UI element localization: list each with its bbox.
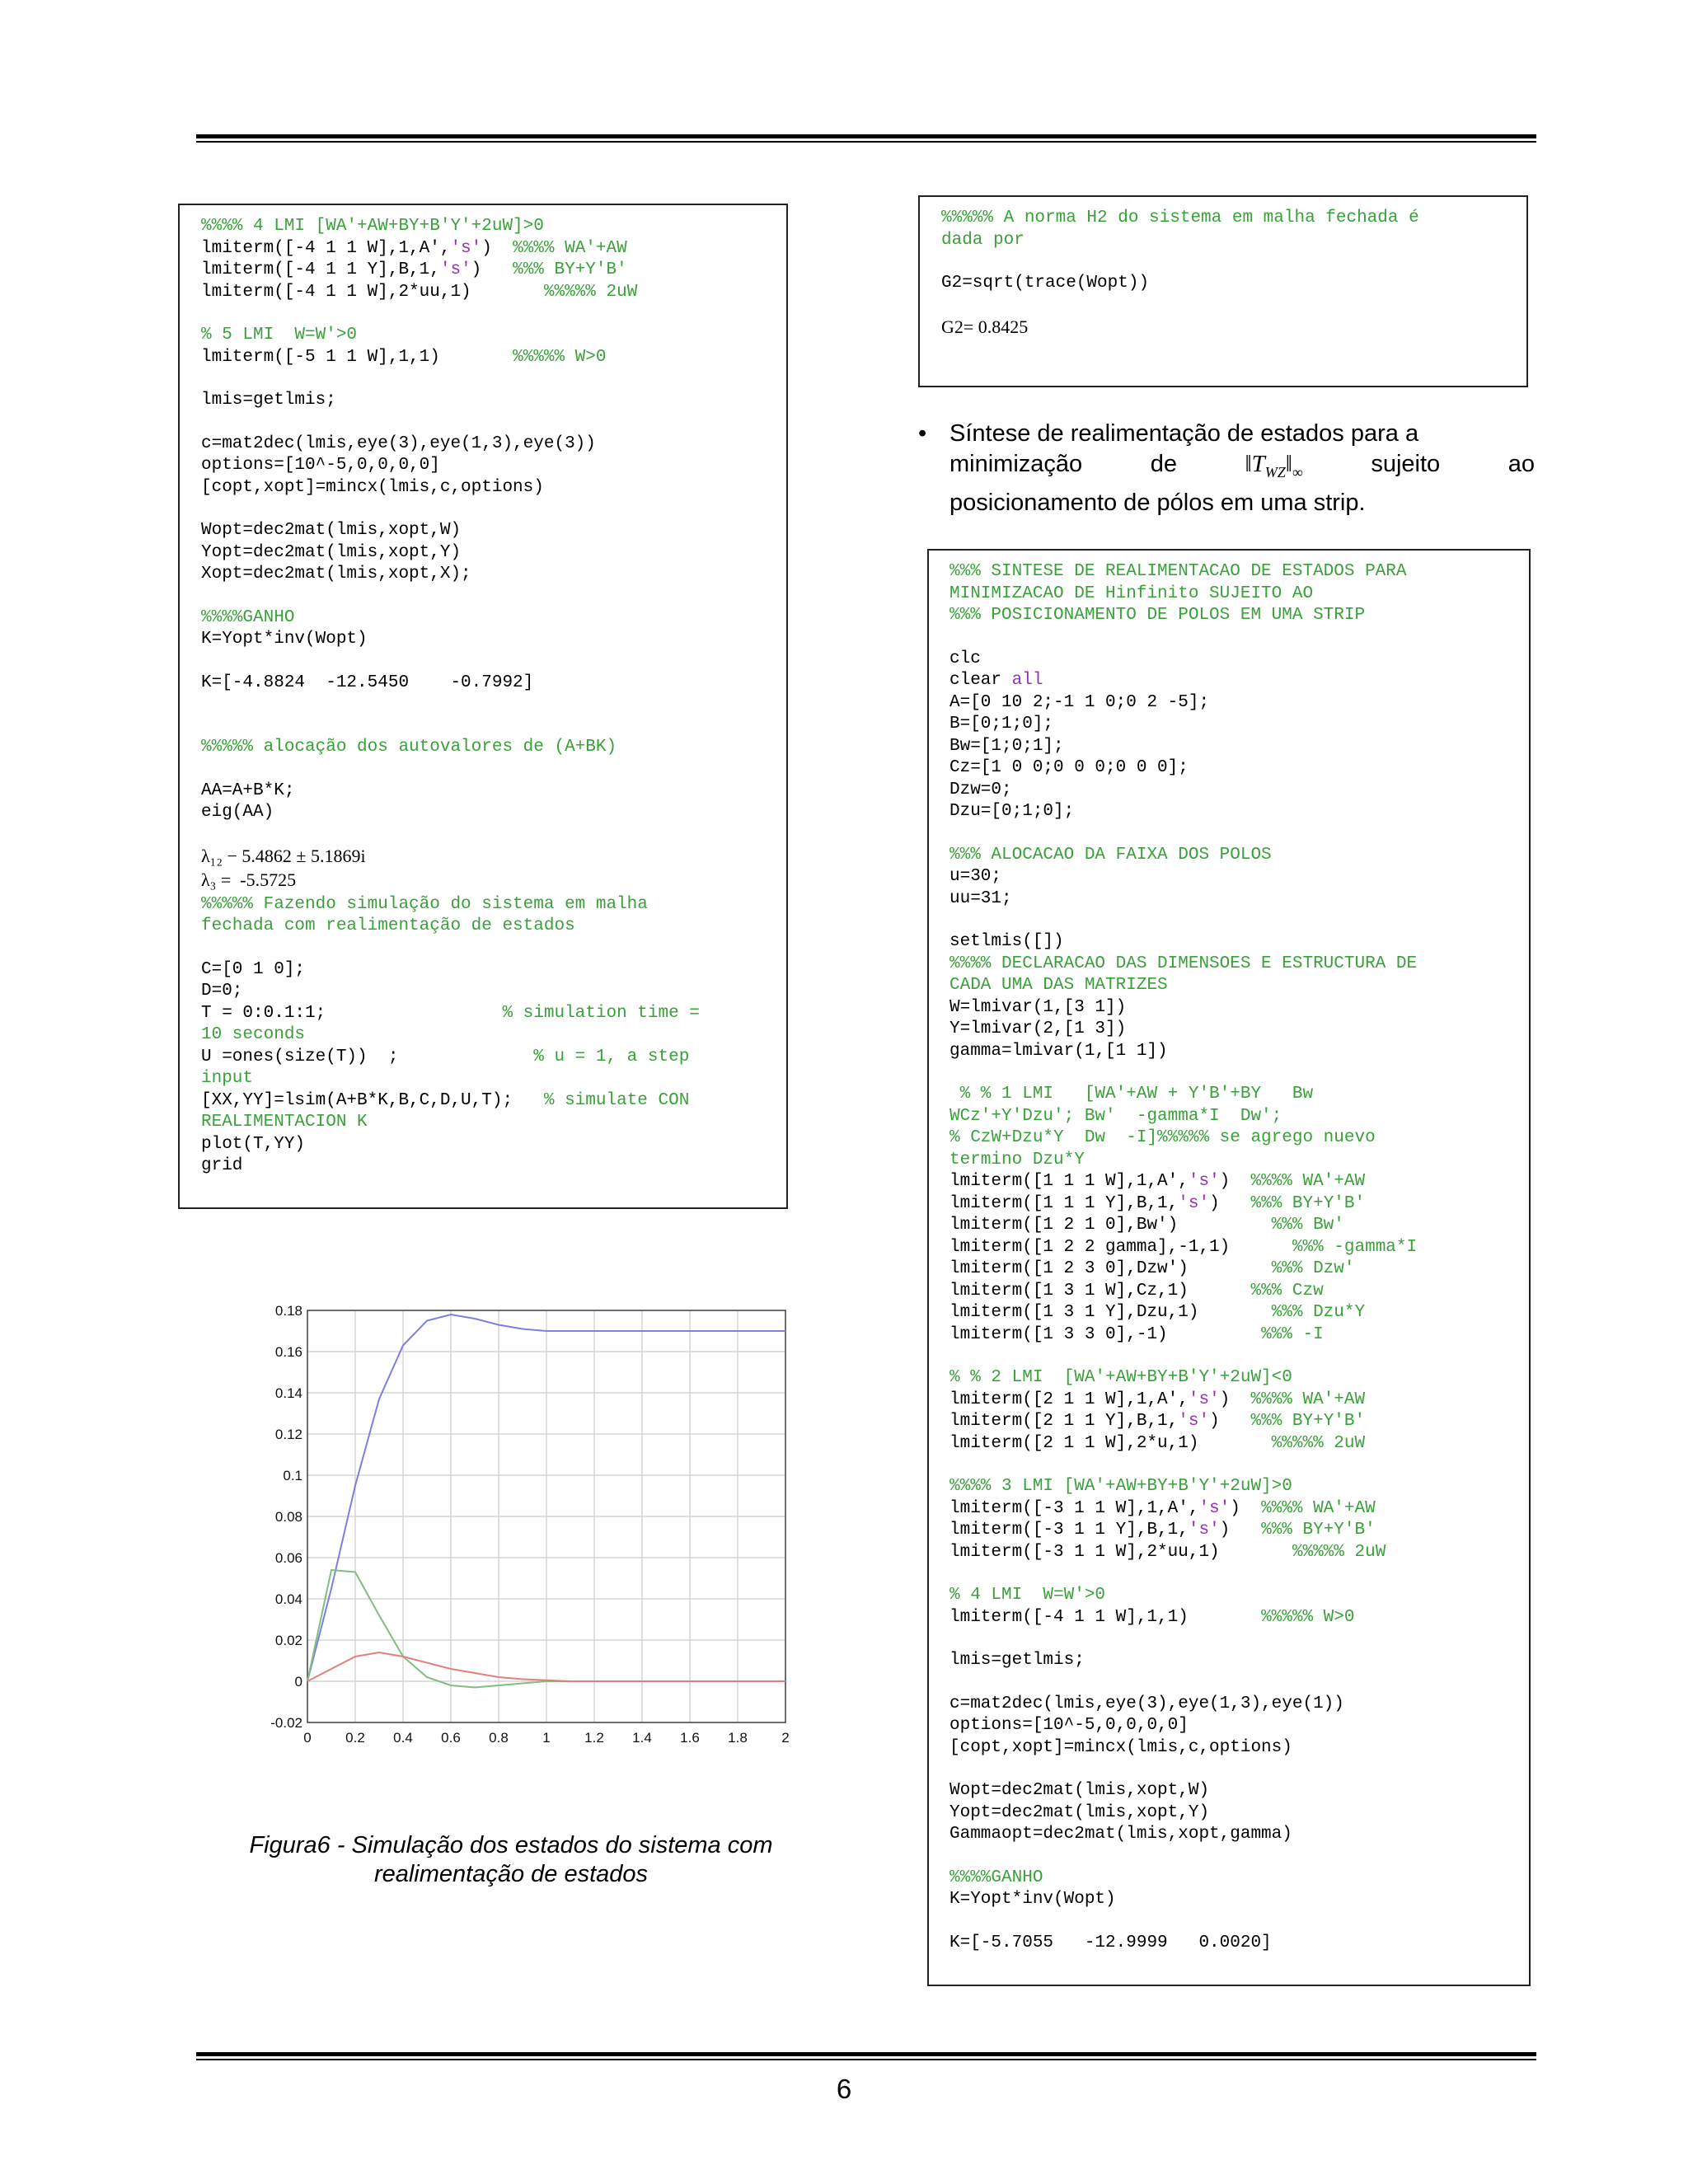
code-comment: %%% BY+Y'B' <box>513 260 627 279</box>
code-text: lmiterm([2 1 1 W],2*u,1) <box>950 1433 1272 1453</box>
code-line <box>950 1737 1529 1760</box>
code-line <box>950 888 1529 911</box>
bullet-line-3: posicionamento de pólos em uma strip. <box>950 489 1366 516</box>
code-line <box>950 1933 1529 1955</box>
code-blank-line <box>201 759 786 780</box>
code-comment: input <box>201 1069 254 1088</box>
code-text: Y=lmivar(2,[1 3]) <box>950 1019 1127 1038</box>
code-text: lmiterm([-4 1 1 W],2*uu,1) <box>201 282 544 302</box>
code-text: plot(T,YY) <box>201 1134 306 1154</box>
code-line <box>201 542 786 565</box>
code-comment: %%% -gamma*I <box>1292 1237 1418 1257</box>
code-line <box>201 802 786 824</box>
code-line <box>950 1889 1529 1911</box>
code-text: lmiterm([1 2 1 0],Bw') <box>950 1216 1272 1235</box>
code-line <box>950 1650 1529 1672</box>
code-comment: %%%%GANHO <box>201 607 295 627</box>
code-text: Wopt=dec2mat(lmis,xopt,W) <box>201 521 462 540</box>
code-text: uu=31; <box>950 888 1012 908</box>
code-text: [copt,xopt]=mincx(lmis,c,options) <box>950 1737 1292 1757</box>
code-blank-line <box>950 1346 1529 1367</box>
caption-line-1: Figura6 - Simulação dos estados do sistema com <box>249 1832 773 1858</box>
y-tick-label: 0 <box>294 1674 302 1690</box>
code-text: clc <box>950 649 981 668</box>
code-line <box>950 1237 1529 1259</box>
code-text: AA=A+B*K; <box>201 780 295 800</box>
code-line <box>950 1476 1529 1498</box>
code-blank-line <box>201 368 786 390</box>
code-comment: % 5 LMI W=W'>0 <box>201 326 358 344</box>
code-line <box>950 1715 1529 1737</box>
code-comment: %%% -I <box>1261 1324 1324 1344</box>
code-line <box>201 1068 786 1090</box>
code-comment: %%% POSICIONAMENTO DE POLOS EM UMA STRIP <box>950 606 1366 625</box>
code-line <box>941 316 1526 341</box>
code-comment: %%% BY+Y'B' <box>1250 1193 1366 1213</box>
code-line <box>950 583 1529 606</box>
y-tick-label: 0.1 <box>283 1468 302 1483</box>
bullet-dot: • <box>918 420 927 447</box>
h2-norm-box <box>918 195 1528 387</box>
code-line <box>201 894 786 916</box>
x-tick-label: 0 <box>303 1730 312 1746</box>
code-text: u=30; <box>950 867 1002 886</box>
code-string: 's' <box>1198 1498 1231 1518</box>
code-text: ) <box>1209 1412 1251 1431</box>
code-blank-line <box>201 938 786 959</box>
code-line <box>201 325 786 347</box>
x-tick-label: 1.8 <box>728 1730 748 1746</box>
code-blank-line <box>201 824 786 846</box>
code-text: B=[0;1;0]; <box>950 715 1054 733</box>
code-text: c=mat2dec(lmis,eye(3),eye(1,3),eye(1)) <box>950 1694 1344 1713</box>
code-line <box>950 692 1529 715</box>
code-comment: %%%%% 2uW <box>543 282 638 302</box>
x-tick-label: 1.6 <box>680 1730 700 1746</box>
code-blank-line <box>950 823 1529 845</box>
code-comment: %%%% DECLARACAO DAS DIMENSOES E ESTRUCTURA DE <box>950 954 1418 973</box>
code-text: [copt,xopt]=mincx(lmis,c,options) <box>201 477 544 497</box>
bullet-line-2 <box>950 449 1535 488</box>
code-line <box>950 1041 1529 1063</box>
code-text: Dzu=[0;1;0]; <box>950 802 1075 821</box>
code-blank-line <box>941 251 1526 273</box>
code-line <box>950 1585 1529 1607</box>
code-text: ) <box>481 238 513 258</box>
code-line <box>201 737 786 759</box>
code-text: options=[10^-5,0,0,0,0] <box>950 1716 1189 1735</box>
code-text: U =ones(size(T)) ; <box>201 1047 534 1066</box>
y-tick-label: 0.08 <box>274 1509 302 1525</box>
code-comment: %%%% 4 LMI [WA'+AW+BY+B'Y'+2uW]>0 <box>201 217 544 236</box>
state-simulation-chart <box>247 1294 808 1755</box>
code-line <box>201 477 786 499</box>
x-tick-label: 0.6 <box>441 1730 461 1746</box>
code-text: K=[-4.8824 -12.5450 -0.7992] <box>201 673 534 692</box>
code-line <box>950 1367 1529 1390</box>
code-line <box>201 434 786 456</box>
code-line <box>201 1024 786 1047</box>
code-text: ) <box>1230 1498 1262 1518</box>
code-comment: %%%%% 2uW <box>1292 1542 1386 1562</box>
code-line <box>201 607 786 630</box>
code-line <box>950 1390 1529 1412</box>
code-line <box>950 1127 1529 1150</box>
code-comment: % % 1 LMI [WA'+AW + Y'B'+BY Bw <box>950 1085 1314 1104</box>
code-line <box>941 273 1526 295</box>
code-line <box>201 869 786 894</box>
code-line <box>950 1084 1529 1106</box>
code-line <box>201 260 786 282</box>
code-text: eig(AA) <box>201 803 274 822</box>
code-string: 's' <box>1178 1412 1210 1431</box>
code-string: all <box>1011 671 1043 690</box>
code-text: lmiterm([-4 1 1 W],1,A', <box>201 238 451 258</box>
code-text: T = 0:0.1:1; <box>201 1003 503 1023</box>
y-tick-label: 0.02 <box>274 1633 302 1648</box>
code-text: K=Yopt*inv(Wopt) <box>950 1890 1116 1909</box>
code-blank-line <box>950 627 1529 649</box>
code-comment: %%% BY+Y'B' <box>1261 1521 1376 1540</box>
code-line <box>201 1112 786 1134</box>
code-line <box>950 670 1529 692</box>
code-text: lmiterm([-5 1 1 W],1,1) <box>201 347 513 367</box>
code-text: options=[10^-5,0,0,0,0] <box>201 456 440 475</box>
code-blank-line <box>201 651 786 673</box>
code-line <box>950 1171 1529 1193</box>
code-comment: fechada com realimentação de estados <box>201 916 575 935</box>
code-line <box>950 1607 1529 1629</box>
code-text: D=0; <box>201 982 243 1001</box>
bullet-line-1: Síntese de realimentação de estados para a <box>950 420 1419 447</box>
code-line <box>941 208 1526 230</box>
code-line <box>201 1134 786 1156</box>
code-text: Gammaopt=dec2mat(lmis,xopt,gamma) <box>950 1825 1292 1844</box>
code-line <box>950 605 1529 627</box>
code-line <box>950 1193 1529 1216</box>
code-text: ) <box>1219 1521 1262 1540</box>
code-text: K=[-5.7055 -12.9999 0.0020] <box>950 1933 1272 1952</box>
code-comment: %%% ALOCACAO DA FAIXA DOS POLOS <box>950 845 1272 865</box>
code-comment: %%%%% Fazendo simulação do sistema em malha <box>201 894 648 914</box>
code-line <box>950 1824 1529 1846</box>
code-text: lmiterm([-3 1 1 Y],B,1, <box>950 1521 1189 1540</box>
code-line <box>950 975 1529 997</box>
code-comment: % simulate CON <box>543 1090 690 1110</box>
code-string: 's' <box>1178 1193 1210 1213</box>
y-tick-label: -0.02 <box>270 1715 302 1731</box>
code-comment: %%% Dzu*Y <box>1271 1303 1366 1322</box>
code-text: λ₁₂ − 5.4862 ± 5.1869i <box>201 845 366 866</box>
code-line <box>201 1047 786 1069</box>
y-tick-label: 0.14 <box>274 1385 302 1401</box>
code-line <box>201 846 786 870</box>
bottom-rule <box>196 2052 1536 2056</box>
code-line <box>201 981 786 1003</box>
code-comment: % CzW+Dzu*Y Dw -I]%%%%% se agrego nuevo <box>950 1128 1376 1147</box>
y-tick-label: 0.04 <box>274 1591 302 1607</box>
code-line <box>201 673 786 695</box>
code-text: ) <box>1219 1390 1251 1409</box>
code-line <box>201 520 786 542</box>
code-text: lmiterm([2 1 1 Y],B,1, <box>950 1412 1179 1431</box>
code-comment: 10 seconds <box>201 1025 306 1044</box>
code-text: Wopt=dec2mat(lmis,xopt,W) <box>950 1781 1210 1800</box>
y-tick-label: 0.12 <box>274 1427 302 1442</box>
code-comment: % u = 1, a step <box>533 1047 690 1066</box>
top-rule-thin <box>196 141 1536 143</box>
page-number: 6 <box>836 2074 852 2104</box>
code-comment: %%%%% W>0 <box>513 347 607 367</box>
code-line <box>201 1090 786 1113</box>
code-blank-line <box>201 303 786 325</box>
code-line <box>950 1215 1529 1237</box>
code-line <box>201 564 786 586</box>
code-blank-line <box>950 1672 1529 1694</box>
code-text: lmiterm([-4 1 1 Y],B,1, <box>201 260 440 279</box>
figure-caption <box>206 1831 816 1889</box>
code-line <box>950 1694 1529 1716</box>
code-blank-line <box>201 412 786 434</box>
code-line <box>950 1498 1529 1521</box>
bullet-norm: $‖T_{WZ}‖_\infty$ <box>1245 451 1303 480</box>
code-text: ) <box>1219 1172 1251 1191</box>
code-blank-line <box>950 1629 1529 1650</box>
code-blank-line <box>201 499 786 520</box>
code-text: K=Yopt*inv(Wopt) <box>201 630 368 649</box>
code-text: A=[0 10 2;-1 1 0;0 2 -5]; <box>950 692 1210 712</box>
code-blank-line <box>950 1846 1529 1868</box>
code-comment: %%%% WA'+AW <box>1261 1498 1376 1518</box>
code-comment: %%% Bw' <box>1271 1216 1344 1235</box>
code-text: G2= 0.8425 <box>941 316 1029 337</box>
code-text: Xopt=dec2mat(lmis,xopt,X); <box>201 565 471 583</box>
code-text: lmiterm([-3 1 1 W],1,A', <box>950 1498 1199 1518</box>
code-line <box>201 282 786 304</box>
code-text: Cz=[1 0 0;0 0 0;0 0 0]; <box>950 758 1189 777</box>
code-text: lmiterm([1 3 1 W],Cz,1) <box>950 1281 1251 1301</box>
code-comment: REALIMENTACION K <box>201 1113 368 1132</box>
code-line <box>941 230 1526 252</box>
code-text: lmiterm([1 3 1 Y],Dzu,1) <box>950 1303 1272 1322</box>
code-text: C=[0 1 0]; <box>201 959 306 979</box>
code-line <box>201 216 786 238</box>
code-line <box>950 931 1529 954</box>
code-text: gamma=lmivar(1,[1 1]) <box>950 1041 1168 1061</box>
bullet-word-ao: ao <box>1507 451 1535 477</box>
code-text: setlmis([]) <box>950 932 1064 951</box>
code-string: 's' <box>1188 1521 1220 1540</box>
x-tick-label: 1.2 <box>584 1730 604 1746</box>
bottom-rule-thin <box>196 2059 1536 2060</box>
code-line <box>950 1780 1529 1802</box>
code-line <box>950 1520 1529 1542</box>
code-string: 's' <box>1188 1390 1220 1409</box>
x-tick-label: 1.4 <box>632 1730 652 1746</box>
bullet-word-minimizacao: minimização <box>950 451 1083 477</box>
code-line <box>950 845 1529 867</box>
code-blank-line <box>201 694 786 715</box>
code-line <box>950 997 1529 1019</box>
code-comment: % % 2 LMI [WA'+AW+BY+B'Y'+2uW]<0 <box>950 1368 1292 1387</box>
x-tick-label: 0.2 <box>345 1730 365 1746</box>
code-comment: %%%%% A norma H2 do sistema em malha fechada é <box>941 209 1419 227</box>
code-text: λ₃ = -5.5725 <box>201 869 297 890</box>
code-text: lmis=getlmis; <box>950 1651 1085 1670</box>
code-line <box>201 1003 786 1025</box>
code-line <box>950 801 1529 823</box>
code-comment: CADA UMA DAS MATRIZES <box>950 976 1168 995</box>
code-comment: % simulation time = <box>502 1003 700 1023</box>
bullet-word-sujeito: sujeito <box>1371 451 1441 477</box>
code-line <box>201 455 786 477</box>
code-line <box>201 390 786 412</box>
left-code-listing <box>201 216 786 1178</box>
code-comment: %%% Czw <box>1250 1281 1324 1301</box>
x-tick-label: 0.4 <box>393 1730 413 1746</box>
x-tick-label: 0.8 <box>489 1730 509 1746</box>
code-line <box>201 959 786 982</box>
y-tick-label: 0.18 <box>274 1303 302 1319</box>
code-string: 's' <box>450 238 482 258</box>
code-text: lmiterm([-4 1 1 W],1,1) <box>950 1607 1262 1627</box>
caption-line-2: realimentação de estados <box>373 1861 649 1887</box>
code-text: lmiterm([2 1 1 W],1,A', <box>950 1390 1189 1409</box>
code-line <box>201 916 786 938</box>
right-code-listing <box>950 561 1529 1954</box>
code-text: ) <box>1209 1193 1251 1213</box>
code-line <box>950 1542 1529 1564</box>
code-comment: WCz'+Y'Dzu'; Bw' -gamma*I Dw'; <box>950 1106 1282 1126</box>
code-line <box>950 1411 1529 1433</box>
code-comment: %%%%% alocação dos autovalores de (A+BK) <box>201 738 617 757</box>
code-text: lmiterm([1 2 2 gamma],-1,1) <box>950 1237 1292 1257</box>
h2-norm-listing <box>941 208 1526 340</box>
code-comment: %%%% WA'+AW <box>513 238 627 258</box>
code-line <box>950 866 1529 888</box>
code-line <box>950 780 1529 802</box>
code-line <box>950 1802 1529 1825</box>
code-text: lmiterm([1 1 1 W],1,A', <box>950 1172 1189 1191</box>
code-blank-line <box>201 715 786 737</box>
code-text: clear <box>950 671 1012 690</box>
code-comment: %%%% WA'+AW <box>1250 1390 1366 1409</box>
code-blank-line <box>950 1911 1529 1933</box>
code-text: Yopt=dec2mat(lmis,xopt,Y) <box>201 542 462 562</box>
code-line <box>201 629 786 651</box>
code-string: 's' <box>1188 1172 1220 1191</box>
code-line <box>950 1106 1529 1128</box>
code-text: lmiterm([1 1 1 Y],B,1, <box>950 1193 1179 1213</box>
code-line <box>950 1258 1529 1281</box>
code-comment: %%%%GANHO <box>950 1868 1043 1887</box>
code-line <box>201 347 786 369</box>
x-tick-label: 1 <box>542 1730 551 1746</box>
code-text: W=lmivar(1,[3 1]) <box>950 997 1127 1017</box>
code-text: Yopt=dec2mat(lmis,xopt,Y) <box>950 1802 1210 1822</box>
code-blank-line <box>950 1759 1529 1780</box>
code-text: Bw=[1;0;1]; <box>950 736 1064 756</box>
code-text: Dzw=0; <box>950 780 1012 799</box>
code-text: lmiterm([1 2 3 0],Dzw') <box>950 1259 1272 1278</box>
code-blank-line <box>950 1563 1529 1585</box>
code-line <box>950 736 1529 758</box>
code-comment: %%%%% 2uW <box>1271 1433 1366 1453</box>
code-line <box>950 1868 1529 1890</box>
code-text: G2=sqrt(trace(Wopt)) <box>941 274 1150 293</box>
code-text: lmiterm([1 3 3 0],-1) <box>950 1324 1262 1344</box>
code-text: c=mat2dec(lmis,eye(3),eye(1,3),eye(3)) <box>201 434 596 453</box>
code-line <box>950 1019 1529 1041</box>
code-line <box>950 714 1529 736</box>
code-line <box>201 1155 786 1178</box>
code-blank-line <box>201 586 786 607</box>
left-code-box <box>178 204 788 1209</box>
code-line <box>201 238 786 260</box>
right-code-box <box>927 549 1531 1986</box>
code-blank-line <box>950 910 1529 931</box>
code-blank-line <box>950 1455 1529 1476</box>
code-text: lmis=getlmis; <box>201 391 336 410</box>
code-comment: % 4 LMI W=W'>0 <box>950 1586 1106 1605</box>
y-tick-label: 0.06 <box>274 1550 302 1566</box>
code-line <box>950 1433 1529 1455</box>
code-line <box>950 1150 1529 1172</box>
x-tick-label: 2 <box>781 1730 790 1746</box>
y-tick-label: 0.16 <box>274 1344 302 1360</box>
code-comment: dada por <box>941 230 1025 250</box>
code-line <box>201 780 786 803</box>
code-blank-line <box>950 1062 1529 1084</box>
code-text: ) <box>471 260 513 279</box>
code-comment: MINIMIZACAO DE Hinfinito SUJEITO AO <box>950 583 1314 603</box>
code-comment: %%%%% W>0 <box>1261 1607 1355 1627</box>
code-comment: %%%% 3 LMI [WA'+AW+BY+B'Y'+2uW]>0 <box>950 1477 1292 1496</box>
code-comment: %%%% WA'+AW <box>1250 1172 1366 1191</box>
code-comment: termino Dzu*Y <box>950 1150 1085 1169</box>
code-comment: %%% Dzw' <box>1271 1259 1355 1278</box>
synthesis-bullet <box>918 419 1535 518</box>
code-blank-line <box>941 295 1526 316</box>
code-text: grid <box>201 1156 243 1175</box>
code-string: 's' <box>439 260 471 279</box>
code-line <box>950 1302 1529 1324</box>
top-rule <box>196 134 1536 138</box>
code-line <box>950 954 1529 976</box>
code-line <box>950 757 1529 780</box>
code-line <box>950 649 1529 671</box>
code-comment: %%% BY+Y'B' <box>1250 1412 1366 1431</box>
code-line <box>950 1281 1529 1303</box>
code-text: lmiterm([-3 1 1 W],2*uu,1) <box>950 1542 1292 1562</box>
bullet-word-de: de <box>1150 451 1177 477</box>
code-text: [XX,YY]=lsim(A+B*K,B,C,D,U,T); <box>201 1090 544 1110</box>
code-line <box>950 561 1529 583</box>
code-line <box>950 1324 1529 1347</box>
code-comment: %%% SINTESE DE REALIMENTACAO DE ESTADOS PARA <box>950 562 1407 581</box>
